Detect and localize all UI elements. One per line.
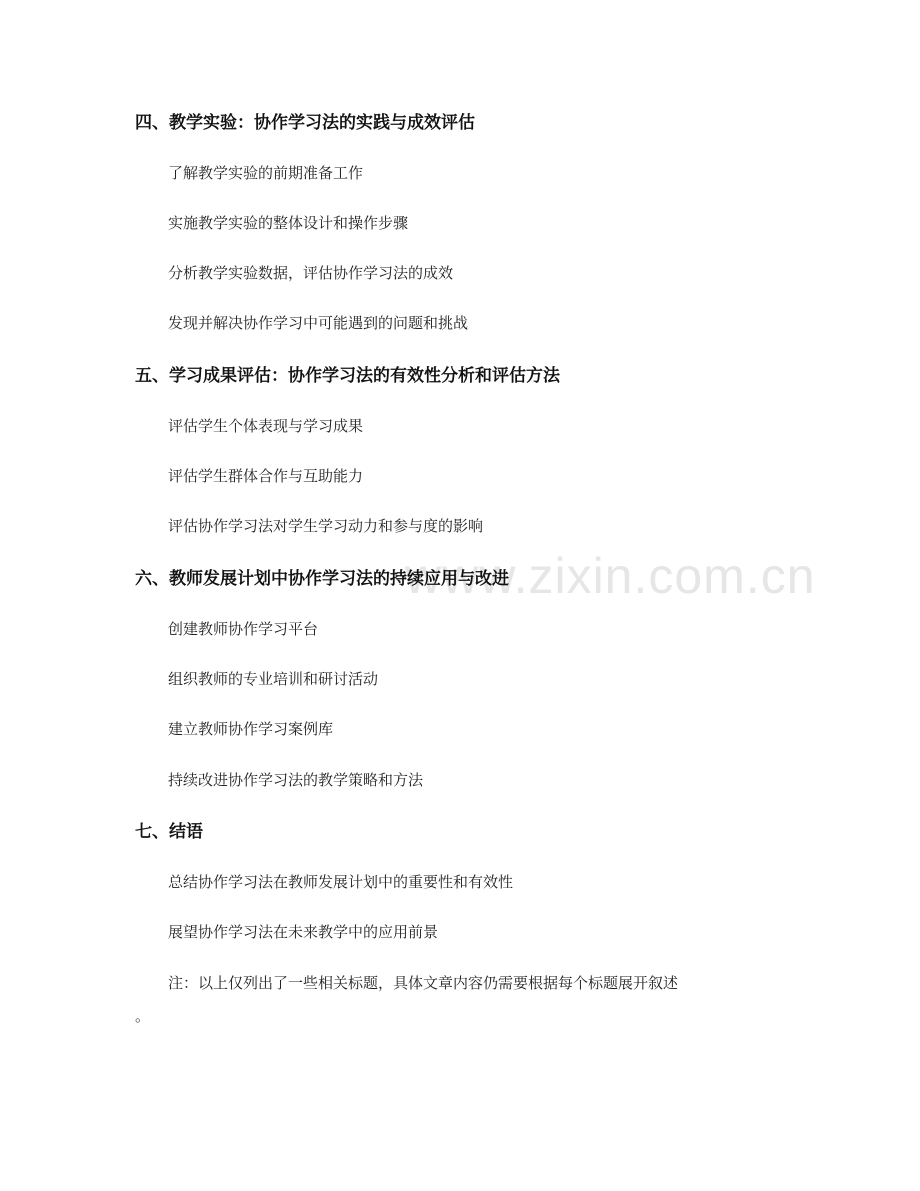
list-item: 组织教师的专业培训和研讨活动 [168, 670, 379, 688]
list-item: 评估学生群体合作与互助能力 [168, 467, 364, 485]
section-heading-5: 五、学习成果评估：协作学习法的有效性分析和评估方法 [135, 366, 560, 386]
footnote-continuation: 。 [135, 1007, 151, 1025]
list-item: 发现并解决协作学习中可能遇到的问题和挑战 [168, 314, 469, 332]
list-item: 创建教师协作学习平台 [168, 620, 319, 638]
footnote: 注：以上仅列出了一些相关标题，具体文章内容仍需要根据每个标题展开叙述 [168, 974, 679, 992]
list-item: 总结协作学习法在教师发展计划中的重要性和有效性 [168, 873, 514, 891]
list-item: 评估协作学习法对学生学习动力和参与度的影响 [168, 517, 484, 535]
list-item: 实施教学实验的整体设计和操作步骤 [168, 214, 409, 232]
list-item: 持续改进协作学习法的教学策略和方法 [168, 771, 424, 789]
list-item: 展望协作学习法在未来教学中的应用前景 [168, 923, 439, 941]
list-item: 分析教学实验数据，评估协作学习法的成效 [168, 264, 454, 282]
section-heading-6: 六、教师发展计划中协作学习法的持续应用与改进 [135, 569, 509, 589]
watermark: www.zixin.com.cn [405, 548, 816, 604]
section-heading-7: 七、结语 [135, 822, 203, 842]
list-item: 建立教师协作学习案例库 [168, 720, 334, 738]
section-heading-4: 四、教学实验：协作学习法的实践与成效评估 [135, 113, 475, 133]
list-item: 了解教学实验的前期准备工作 [168, 164, 364, 182]
list-item: 评估学生个体表现与学习成果 [168, 417, 364, 435]
